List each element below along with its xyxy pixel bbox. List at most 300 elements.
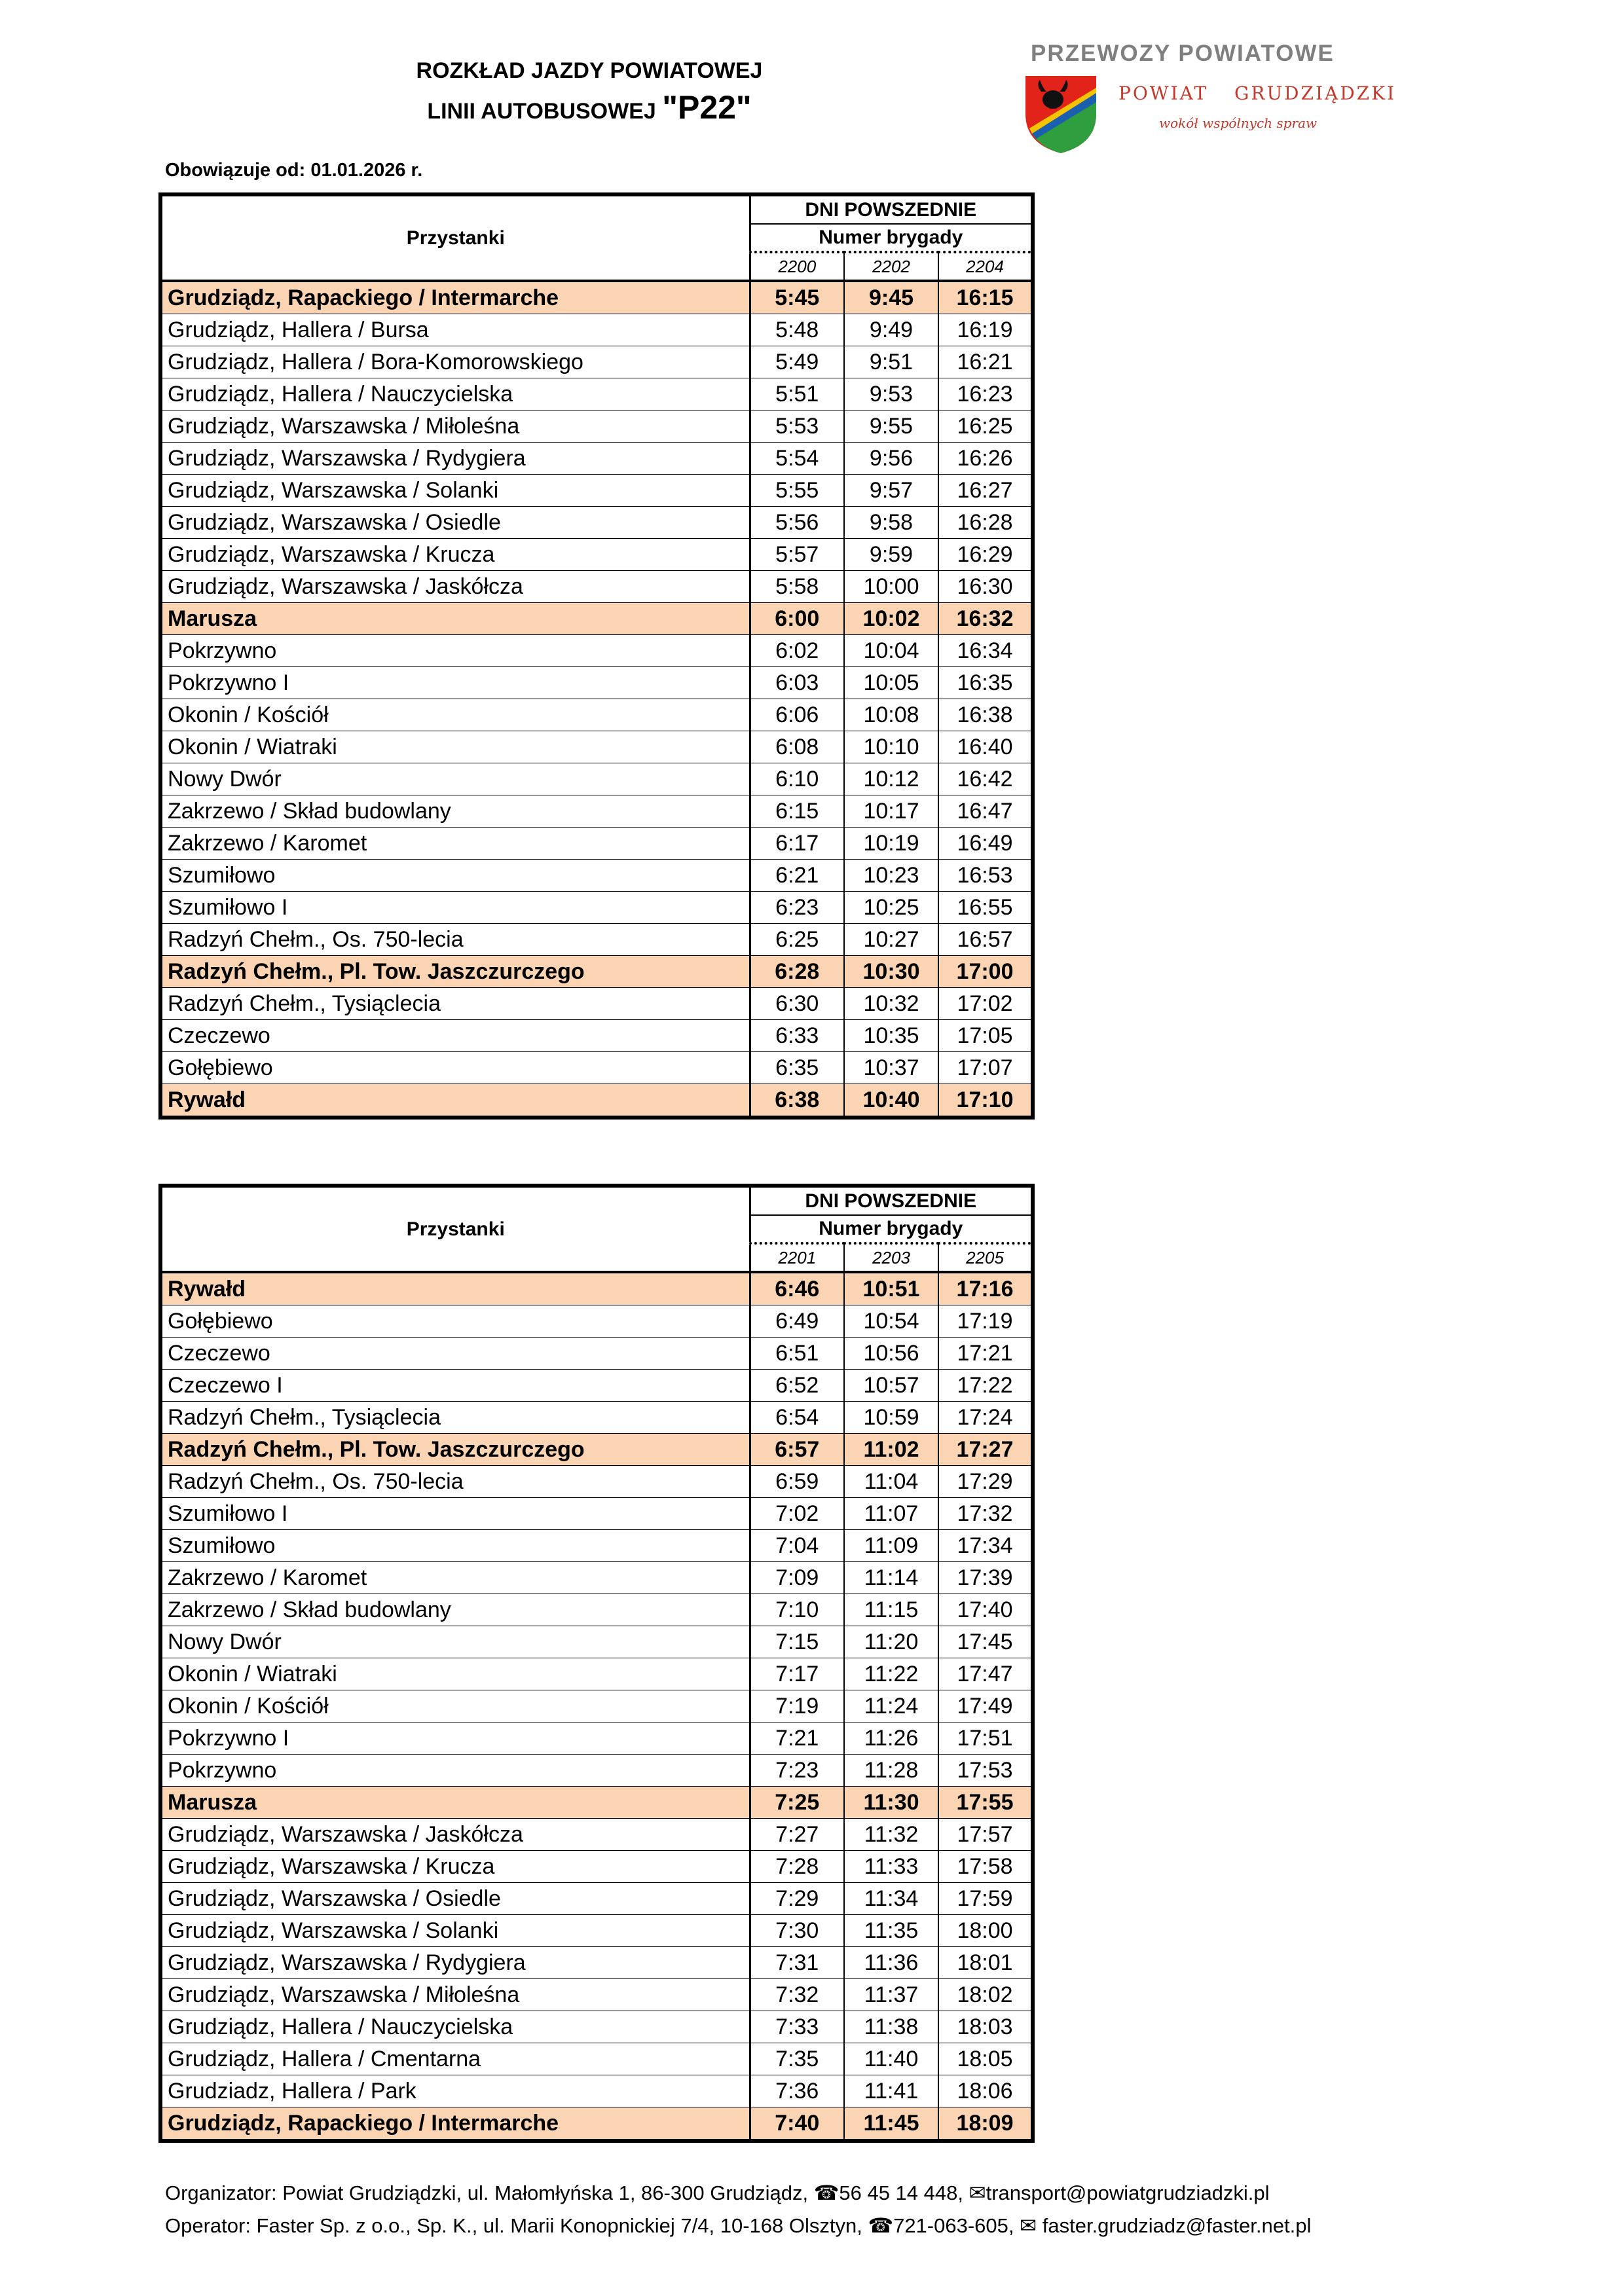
stop-name: Gołębiewo [160,1305,750,1338]
table-row [160,924,1033,956]
table-row [160,1594,1033,1626]
departure-time: 10:00 [844,571,938,603]
table-row [160,1020,1033,1052]
departure-time: 16:53 [938,860,1033,892]
departure-time: 9:57 [844,475,938,507]
departure-time: 16:40 [938,731,1033,763]
departure-time: 11:36 [844,1947,938,1979]
stop-name: Grudziądz, Rapackiego / Intermarche [160,281,750,314]
valid-from: Obowiązuje od: 01.01.2026 r. [165,160,423,181]
departure-time: 16:21 [938,346,1033,378]
table-row [160,1084,1033,1118]
stop-name: Radzyń Chełm., Tysiąclecia [160,1402,750,1434]
departure-time: 18:06 [938,2075,1033,2107]
departure-time: 18:05 [938,2043,1033,2075]
stop-name: Grudziądz, Hallera / Nauczycielska [160,2011,750,2043]
departure-time: 16:38 [938,699,1033,731]
departure-time: 5:57 [750,539,844,571]
title-line-1: ROZKŁAD JAZDY POWIATOWEJ [416,58,763,83]
stop-name: Czeczewo [160,1020,750,1052]
table-row [160,2107,1033,2141]
table-row [160,603,1033,635]
line-name: "P22" [662,89,752,126]
stop-name: Pokrzywno [160,635,750,667]
brigade-number: 2205 [938,1243,1033,1272]
departure-time: 10:51 [844,1272,938,1305]
organizer-phone: 56 45 14 448, [839,2181,963,2204]
departure-time: 10:25 [844,892,938,924]
departure-time: 16:15 [938,281,1033,314]
stops-column-header: Przystanki [160,1186,750,1272]
stop-name: Grudziadz, Hallera / Park [160,2075,750,2107]
departure-time: 16:49 [938,828,1033,860]
departure-time: 16:42 [938,763,1033,795]
departure-time: 11:04 [844,1466,938,1498]
stop-name: Grudziądz, Warszawska / Osiedle [160,507,750,539]
timetable-body [160,1272,1033,2141]
departure-time: 6:28 [750,956,844,988]
departure-time: 9:56 [844,443,938,475]
departure-time: 11:41 [844,2075,938,2107]
departure-time: 17:02 [938,988,1033,1020]
table-row [160,410,1033,443]
departure-time: 17:34 [938,1530,1033,1562]
stop-name: Szumiłowo I [160,1498,750,1530]
departure-time: 6:10 [750,763,844,795]
departure-time: 5:49 [750,346,844,378]
departure-time: 17:22 [938,1370,1033,1402]
table-row [160,346,1033,378]
departure-time: 10:08 [844,699,938,731]
stop-name: Grudziądz, Warszawska / Solanki [160,475,750,507]
table-row [160,1690,1033,1722]
departure-time: 6:33 [750,1020,844,1052]
timetable-return [158,1184,1035,2143]
departure-time: 5:54 [750,443,844,475]
departure-time: 5:45 [750,281,844,314]
departure-time: 11:45 [844,2107,938,2141]
departure-time: 7:19 [750,1690,844,1722]
departure-time: 16:25 [938,410,1033,443]
stops-column-header: Przystanki [160,194,750,281]
departure-time: 17:55 [938,1787,1033,1819]
table-row [160,1787,1033,1819]
departure-time: 18:00 [938,1915,1033,1947]
table-row [160,635,1033,667]
departure-time: 6:21 [750,860,844,892]
departure-time: 6:25 [750,924,844,956]
departure-time: 6:35 [750,1052,844,1084]
departure-time: 11:22 [844,1658,938,1690]
departure-time: 16:26 [938,443,1033,475]
departure-time: 17:57 [938,1819,1033,1851]
departure-time: 11:14 [844,1562,938,1594]
departure-time: 17:10 [938,1084,1033,1118]
brigade-number: 2200 [750,252,844,281]
departure-time: 6:23 [750,892,844,924]
document-title [249,52,930,130]
departure-time: 7:25 [750,1787,844,1819]
departure-time: 9:45 [844,281,938,314]
departure-time: 17:51 [938,1722,1033,1755]
departure-time: 7:17 [750,1658,844,1690]
departure-time: 7:02 [750,1498,844,1530]
logo-sub-left: POWIAT [1118,82,1208,104]
table-row [160,1626,1033,1658]
departure-time: 16:55 [938,892,1033,924]
departure-time: 16:23 [938,378,1033,410]
departure-time: 7:09 [750,1562,844,1594]
stop-name: Radzyń Chełm., Pl. Tow. Jaszczurczego [160,1434,750,1466]
departure-time: 7:10 [750,1594,844,1626]
table-row [160,2043,1033,2075]
departure-time: 7:04 [750,1530,844,1562]
days-header: DNI POWSZEDNIE [750,194,1033,224]
table-row [160,378,1033,410]
title-line-2-prefix: LINII AUTOBUSOWEJ [427,99,656,124]
departure-time: 16:29 [938,539,1033,571]
table-row [160,1466,1033,1498]
departure-time: 17:00 [938,956,1033,988]
stop-name: Grudziądz, Warszawska / Jaskółcza [160,1819,750,1851]
departure-time: 10:56 [844,1338,938,1370]
departure-time: 7:36 [750,2075,844,2107]
departure-time: 6:02 [750,635,844,667]
departure-time: 10:27 [844,924,938,956]
departure-time: 10:40 [844,1084,938,1118]
departure-time: 16:47 [938,795,1033,828]
table-row [160,1883,1033,1915]
table-row [160,314,1033,346]
table-row [160,1052,1033,1084]
departure-time: 6:49 [750,1305,844,1338]
departure-time: 17:39 [938,1562,1033,1594]
departure-time: 11:24 [844,1690,938,1722]
operator-phone: 721-063-605, [893,2214,1014,2237]
departure-time: 7:30 [750,1915,844,1947]
departure-time: 6:06 [750,699,844,731]
table-row [160,1370,1033,1402]
departure-time: 17:47 [938,1658,1033,1690]
departure-time: 10:57 [844,1370,938,1402]
departure-time: 10:05 [844,667,938,699]
table-row [160,475,1033,507]
stop-name: Okonin / Kościół [160,699,750,731]
departure-time: 18:01 [938,1947,1033,1979]
departure-time: 11:20 [844,1626,938,1658]
stop-name: Grudziądz, Rapackiego / Intermarche [160,2107,750,2141]
stop-name: Grudziądz, Hallera / Bora-Komorowskiego [160,346,750,378]
stop-name: Grudziądz, Hallera / Bursa [160,314,750,346]
logo-subtitle [1118,82,1396,104]
stop-name: Szumiłowo I [160,892,750,924]
table-row [160,860,1033,892]
departure-time: 17:24 [938,1402,1033,1434]
departure-time: 16:27 [938,475,1033,507]
table-row [160,1722,1033,1755]
departure-time: 11:33 [844,1851,938,1883]
table-row [160,731,1033,763]
stop-name: Zakrzewo / Karomet [160,1562,750,1594]
table-row [160,1272,1033,1305]
departure-time: 6:51 [750,1338,844,1370]
departure-time: 10:32 [844,988,938,1020]
stop-name: Grudziądz, Warszawska / Miłoleśna [160,1979,750,2011]
county-transport-logo [1022,41,1397,158]
departure-time: 11:40 [844,2043,938,2075]
stop-name: Radzyń Chełm., Os. 750-lecia [160,924,750,956]
stop-name: Pokrzywno I [160,667,750,699]
stop-name: Radzyń Chełm., Os. 750-lecia [160,1466,750,1498]
departure-time: 11:35 [844,1915,938,1947]
departure-time: 17:32 [938,1498,1033,1530]
stop-name: Marusza [160,603,750,635]
departure-time: 17:21 [938,1338,1033,1370]
departure-time: 6:08 [750,731,844,763]
departure-time: 9:49 [844,314,938,346]
table-row [160,1530,1033,1562]
departure-time: 10:04 [844,635,938,667]
departure-time: 10:35 [844,1020,938,1052]
departure-time: 11:32 [844,1819,938,1851]
stop-name: Czeczewo [160,1338,750,1370]
organizer-line [165,2181,1270,2205]
table-row [160,1338,1033,1370]
stop-name: Pokrzywno I [160,1722,750,1755]
table-row [160,956,1033,988]
table-row [160,281,1033,314]
departure-time: 6:30 [750,988,844,1020]
departure-time: 6:15 [750,795,844,828]
departure-time: 17:58 [938,1851,1033,1883]
departure-time: 10:59 [844,1402,938,1434]
table-row [160,1947,1033,1979]
table-row [160,1658,1033,1690]
stop-name: Pokrzywno [160,1755,750,1787]
table-row [160,1979,1033,2011]
departure-time: 9:59 [844,539,938,571]
departure-time: 7:35 [750,2043,844,2075]
table-row [160,1498,1033,1530]
organizer-text: Organizator: Powiat Grudziądzki, ul. Małomłyńska 1, 86-300 Grudziądz, [165,2181,809,2204]
table-row [160,988,1033,1020]
departure-time: 17:07 [938,1052,1033,1084]
brigade-number: 2202 [844,252,938,281]
departure-time: 6:17 [750,828,844,860]
departure-time: 11:38 [844,2011,938,2043]
operator-line [165,2214,1311,2238]
timetable-outbound [158,192,1035,1120]
departure-time: 16:34 [938,635,1033,667]
organizer-email[interactable]: transport@powiatgrudziadzki.pl [986,2181,1270,2204]
departure-time: 10:10 [844,731,938,763]
departure-time: 16:28 [938,507,1033,539]
stop-name: Zakrzewo / Karomet [160,828,750,860]
departure-time: 18:02 [938,1979,1033,2011]
departure-time: 10:37 [844,1052,938,1084]
table-row [160,763,1033,795]
departure-time: 17:16 [938,1272,1033,1305]
stop-name: Szumiłowo [160,860,750,892]
logo-sub-right: GRUDZIĄDZKI [1234,82,1397,104]
departure-time: 10:02 [844,603,938,635]
stop-name: Grudziądz, Hallera / Cmentarna [160,2043,750,2075]
phone-icon: ☎ [868,2214,894,2237]
stop-name: Grudziądz, Warszawska / Krucza [160,539,750,571]
table-row [160,2075,1033,2107]
departure-time: 17:19 [938,1305,1033,1338]
phone-icon: ☎ [813,2181,840,2204]
brigade-number: 2204 [938,252,1033,281]
stop-name: Grudziądz, Hallera / Nauczycielska [160,378,750,410]
operator-email[interactable]: faster.grudziadz@faster.net.pl [1042,2214,1312,2237]
departure-time: 7:32 [750,1979,844,2011]
stop-name: Marusza [160,1787,750,1819]
departure-time: 9:51 [844,346,938,378]
table-row [160,571,1033,603]
stop-name: Zakrzewo / Skład budowlany [160,1594,750,1626]
table-row [160,1434,1033,1466]
departure-time: 9:58 [844,507,938,539]
departure-time: 6:38 [750,1084,844,1118]
table-row [160,1305,1033,1338]
table-row [160,1562,1033,1594]
stop-name: Rywałd [160,1272,750,1305]
departure-time: 7:21 [750,1722,844,1755]
departure-time: 17:45 [938,1626,1033,1658]
departure-time: 17:49 [938,1690,1033,1722]
departure-time: 10:17 [844,795,938,828]
departure-time: 10:30 [844,956,938,988]
table-row [160,1851,1033,1883]
departure-time: 16:32 [938,603,1033,635]
departure-time: 16:30 [938,571,1033,603]
departure-time: 16:19 [938,314,1033,346]
departure-time: 18:03 [938,2011,1033,2043]
county-coat-of-arms-icon [1022,73,1100,155]
departure-time: 10:12 [844,763,938,795]
operator-text: Operator: Faster Sp. z o.o., Sp. K., ul. Marii Konopnickiej 7/4, 10-168 Olsztyn, [165,2214,862,2237]
stop-name: Rywałd [160,1084,750,1118]
departure-time: 16:35 [938,667,1033,699]
brigade-number: 2201 [750,1243,844,1272]
departure-time: 7:28 [750,1851,844,1883]
departure-time: 11:09 [844,1530,938,1562]
stop-name: Radzyń Chełm., Pl. Tow. Jaszczurczego [160,956,750,988]
stop-name: Nowy Dwór [160,763,750,795]
logo-motto: wokół wspólnych spraw [1159,115,1318,131]
departure-time: 11:28 [844,1755,938,1787]
days-header: DNI POWSZEDNIE [750,1186,1033,1215]
departure-time: 11:37 [844,1979,938,2011]
stop-name: Radzyń Chełm., Tysiąclecia [160,988,750,1020]
stop-name: Grudziądz, Warszawska / Miłoleśna [160,410,750,443]
timetable-body [160,281,1033,1118]
departure-time: 6:03 [750,667,844,699]
envelope-icon: ✉ [1020,2214,1037,2237]
departure-time: 7:15 [750,1626,844,1658]
departure-time: 17:53 [938,1755,1033,1787]
departure-time: 5:53 [750,410,844,443]
departure-time: 11:15 [844,1594,938,1626]
departure-time: 7:33 [750,2011,844,2043]
departure-time: 6:54 [750,1402,844,1434]
stop-name: Grudziądz, Warszawska / Krucza [160,1851,750,1883]
departure-time: 5:51 [750,378,844,410]
departure-time: 6:59 [750,1466,844,1498]
departure-time: 7:40 [750,2107,844,2141]
departure-time: 9:53 [844,378,938,410]
envelope-icon: ✉ [969,2181,986,2204]
departure-time: 7:31 [750,1947,844,1979]
table-row [160,1755,1033,1787]
brigade-number: 2203 [844,1243,938,1272]
brigade-header: Numer brygady [750,1215,1033,1243]
table-row [160,828,1033,860]
stop-name: Szumiłowo [160,1530,750,1562]
table-row [160,699,1033,731]
departure-time: 11:02 [844,1434,938,1466]
departure-time: 6:46 [750,1272,844,1305]
table-row [160,443,1033,475]
departure-time: 10:19 [844,828,938,860]
departure-time: 11:30 [844,1787,938,1819]
table-row [160,667,1033,699]
stop-name: Grudziądz, Warszawska / Osiedle [160,1883,750,1915]
departure-time: 6:00 [750,603,844,635]
table-row [160,507,1033,539]
departure-time: 17:59 [938,1883,1033,1915]
departure-time: 6:57 [750,1434,844,1466]
stop-name: Gołębiewo [160,1052,750,1084]
title-line-2 [249,89,930,130]
logo-heading: PRZEWOZY POWIATOWE [1031,41,1335,66]
stop-name: Grudziądz, Warszawska / Rydygiera [160,1947,750,1979]
departure-time: 17:05 [938,1020,1033,1052]
departure-time: 16:57 [938,924,1033,956]
departure-time: 5:58 [750,571,844,603]
table-row [160,892,1033,924]
departure-time: 6:52 [750,1370,844,1402]
departure-time: 5:56 [750,507,844,539]
stop-name: Czeczewo I [160,1370,750,1402]
stop-name: Okonin / Kościół [160,1690,750,1722]
table-row [160,539,1033,571]
departure-time: 5:55 [750,475,844,507]
departure-time: 17:29 [938,1466,1033,1498]
departure-time: 17:27 [938,1434,1033,1466]
departure-time: 7:29 [750,1883,844,1915]
stop-name: Grudziądz, Warszawska / Rydygiera [160,443,750,475]
stop-name: Nowy Dwór [160,1626,750,1658]
departure-time: 10:54 [844,1305,938,1338]
table-row [160,2011,1033,2043]
stop-name: Grudziądz, Warszawska / Solanki [160,1915,750,1947]
table-row [160,1915,1033,1947]
departure-time: 5:48 [750,314,844,346]
departure-time: 18:09 [938,2107,1033,2141]
brigade-header: Numer brygady [750,224,1033,252]
stop-name: Grudziądz, Warszawska / Jaskółcza [160,571,750,603]
departure-time: 7:27 [750,1819,844,1851]
departure-time: 10:23 [844,860,938,892]
stop-name: Zakrzewo / Skład budowlany [160,795,750,828]
stop-name: Okonin / Wiatraki [160,731,750,763]
departure-time: 7:23 [750,1755,844,1787]
table-row [160,795,1033,828]
departure-time: 11:34 [844,1883,938,1915]
departure-time: 11:26 [844,1722,938,1755]
